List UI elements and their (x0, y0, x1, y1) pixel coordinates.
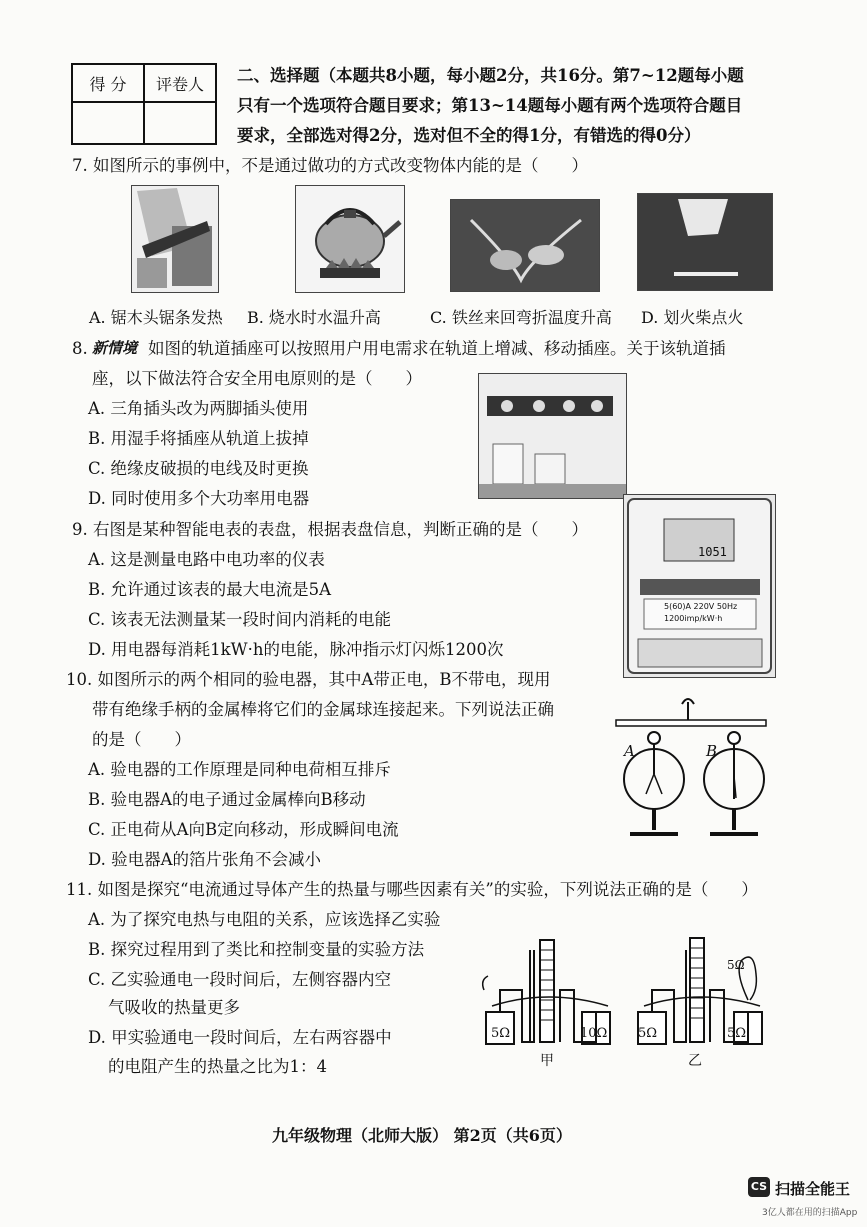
section-title-line1: 二、选择题（本题共8小题，每小题2分，共16分。第7~12题每小题 (237, 66, 744, 85)
q7-option-d: D. 划火柴点火 (641, 308, 744, 327)
q7-photo-b (295, 185, 405, 293)
match-illustration (638, 194, 772, 290)
q7-photo-a (131, 185, 219, 293)
wire-bending-illustration (451, 200, 599, 291)
q9-option-a: A. 这是测量电路中电功率的仪表 (88, 550, 325, 569)
q7-photo-d (637, 193, 773, 291)
meter-spec: 5(60)A 220V 50Hz (664, 602, 738, 611)
q7-stem: 7. 如图所示的事例中，不是通过做功的方式改变物体内能的是（ ） (72, 156, 588, 175)
electroscope-diagram (612, 694, 770, 844)
q11-option-c-line1: C. 乙实验通电一段时间后，左侧容器内空 (88, 970, 392, 989)
jia-label: 甲 (540, 1053, 554, 1069)
q10-line1: 10. 如图所示的两个相同的验电器，其中A带正电，B不带电，现用 (66, 670, 551, 689)
yi-label: 乙 (688, 1053, 702, 1069)
scanner-brand-title: 扫描全能王 (775, 1180, 851, 1198)
page-footer: 九年级物理（北师大版） 第2页（共6页） (272, 1126, 572, 1145)
score-table (71, 63, 217, 145)
yi-resistor-right: 5Ω (727, 1026, 747, 1041)
q9-option-c: C. 该表无法测量某一段时间内消耗的电能 (88, 610, 392, 629)
q11-option-a: A. 为了探究电热与电阻的关系，应该选择乙实验 (88, 910, 441, 929)
q10-option-d: D. 验电器A的箔片张角不会减小 (88, 850, 322, 869)
q8-option-b: B. 用湿手将插座从轨道上拔掉 (88, 429, 309, 448)
saw-illustration (132, 186, 218, 292)
q11-option-d-line2: 的电阻产生的热量之比为1：4 (108, 1057, 327, 1076)
q11-option-b: B. 探究过程用到了类比和控制变量的实验方法 (88, 940, 425, 959)
meter-constant: 1200imp/kW·h (664, 614, 723, 623)
q8-photo (478, 373, 627, 499)
smart-meter-illustration (624, 495, 775, 677)
q11-stem: 11. 如图是探究“电流通过导体产生的热量与哪些因素有关”的实验，下列说法正确的是（ ） (66, 880, 758, 899)
q8-badge: 新情境 (92, 339, 138, 357)
q11-option-c-line2: 气吸收的热量更多 (108, 998, 240, 1017)
electroscope-label-b: B (706, 742, 718, 760)
scanner-logo-icon: CS (748, 1177, 770, 1197)
q9-stem: 9. 右图是某种智能电表的表盘，根据表盘信息，判断正确的是（ ） (72, 520, 588, 539)
q10-option-c: C. 正电荷从A向B定向移动，形成瞬间电流 (88, 820, 399, 839)
yi-resistor-left: 5Ω (638, 1026, 658, 1041)
q8-line1: 如图的轨道插座可以按照用户用电需求在轨道上增减、移动插座。关于该轨道插 (148, 339, 726, 358)
q10-option-b: B. 验电器A的电子通过金属棒向B移动 (88, 790, 366, 809)
yi-resistor-top: 5Ω (727, 958, 745, 972)
q8-option-a: A. 三角插头改为两脚插头使用 (88, 399, 309, 418)
q8-line2: 座，以下做法符合安全用电原则的是（ ） (92, 369, 422, 388)
meter-display-value: 1051 (698, 545, 727, 559)
q9-option-d: D. 用电器每消耗1kW·h的电能，脉冲指示灯闪烁1200次 (88, 640, 504, 659)
section-title-line2: 只有一个选项符合题目要求；第13~14题每小题有两个选项符合题目 (237, 96, 743, 115)
scanner-brand-subtitle: 3亿人都在用的扫描App (762, 1208, 858, 1218)
q7-option-b: B. 烧水时水温升高 (247, 308, 381, 327)
score-header: 得 分 (72, 64, 144, 102)
electroscope-label-a: A (624, 742, 635, 760)
grader-header: 评卷人 (144, 64, 216, 102)
q7-option-a: A. 锯木头锯条发热 (89, 308, 223, 327)
jia-resistor-left: 5Ω (491, 1026, 511, 1041)
q10-line2: 带有绝缘手柄的金属棒将它们的金属球连接起来。下列说法正确 (92, 700, 554, 719)
q8-number: 8. (72, 339, 88, 358)
q11-option-d-line1: D. 甲实验通电一段时间后，左右两容器中 (88, 1028, 392, 1047)
score-cell (72, 102, 144, 144)
q7-option-c: C. 铁丝来回弯折温度升高 (430, 308, 612, 327)
q10-line3: 的是（ ） (92, 730, 191, 749)
jia-resistor-right: 10Ω (580, 1026, 608, 1041)
kettle-illustration (296, 186, 404, 292)
section-title-line3: 要求，全部选对得2分，选对但不全的得1分，有错选的得0分） (237, 126, 701, 145)
q10-option-a: A. 验电器的工作原理是同种电荷相互排斥 (88, 760, 391, 779)
q9-meter-photo (623, 494, 776, 678)
q9-option-b: B. 允许通过该表的最大电流是5A (88, 580, 332, 599)
q8-option-c: C. 绝缘皮破损的电线及时更换 (88, 459, 309, 478)
grader-cell (144, 102, 216, 144)
q8-option-d: D. 同时使用多个大功率用电器 (88, 489, 310, 508)
q7-photo-c (450, 199, 600, 292)
track-socket-illustration (479, 374, 626, 498)
